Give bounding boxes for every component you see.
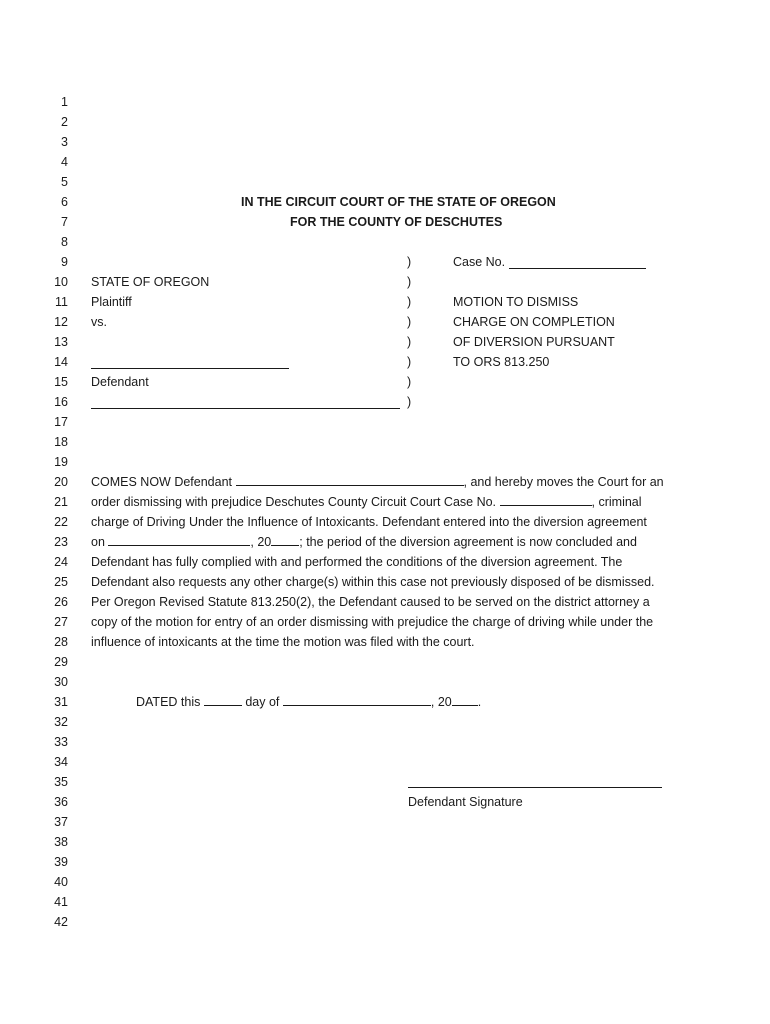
body-line-20 [0, 472, 770, 492]
caption-paren: ) [407, 255, 412, 269]
signature-line[interactable] [408, 787, 662, 788]
line-number-row [0, 812, 770, 832]
line-number: 36 [54, 795, 68, 809]
year-prefix-text: , 20 [250, 535, 272, 549]
line-number: 32 [54, 715, 68, 729]
day-blank[interactable] [204, 692, 242, 706]
line-number-row [0, 112, 770, 132]
period-concluded-text: ; the period of the diversion agreement is now concluded and [299, 535, 637, 549]
line-number: 35 [54, 775, 68, 789]
on-text: on [91, 535, 105, 549]
line-number: 37 [54, 815, 68, 829]
line-number: 16 [54, 395, 68, 409]
case-number-field[interactable] [509, 255, 646, 269]
body-line-22 [0, 512, 770, 532]
versus-label: vs. [91, 315, 107, 329]
line-number-row [0, 172, 770, 192]
line-number: 39 [54, 855, 68, 869]
dated-this-text: DATED this [136, 695, 201, 709]
defendant-name-field[interactable] [91, 355, 289, 369]
caption-row-13 [0, 332, 770, 352]
line-number-row [0, 872, 770, 892]
defendant-name-blank[interactable] [236, 472, 464, 486]
line-number-row [0, 452, 770, 472]
line-number: 27 [54, 615, 68, 629]
caption-row-12 [0, 312, 770, 332]
line-number-row [0, 832, 770, 852]
line-number: 8 [61, 235, 68, 249]
line-number: 28 [54, 635, 68, 649]
line-number-row [0, 772, 770, 792]
agreement-date-blank[interactable] [108, 532, 250, 546]
caption-paren: ) [407, 315, 412, 329]
line-number: 14 [54, 355, 68, 369]
line-number: 20 [54, 475, 68, 489]
line-number: 29 [54, 655, 68, 669]
body-line-26 [0, 592, 770, 612]
comes-now-text: COMES NOW Defendant [91, 475, 233, 489]
caption-row-16 [0, 392, 770, 412]
complied-text: Defendant has fully complied with and performed the conditions of the diversion agreement. The [91, 555, 623, 569]
line-number: 5 [61, 175, 68, 189]
line-number-row [0, 852, 770, 872]
line-number: 41 [54, 895, 68, 909]
line-number: 12 [54, 315, 68, 329]
dated-line-31 [0, 692, 770, 712]
line-number: 34 [54, 755, 68, 769]
year-blank[interactable] [452, 692, 478, 706]
county-title: FOR THE COUNTY OF DESCHUTES [290, 215, 503, 229]
signature-label: Defendant Signature [408, 795, 523, 809]
body-line-27 [0, 612, 770, 632]
motion-title-line-2: CHARGE ON COMPLETION [453, 315, 615, 329]
caption-paren: ) [407, 275, 412, 289]
moves-court-text: , and hereby moves the Court for an [463, 475, 664, 489]
line-number: 15 [54, 375, 68, 389]
line-number: 7 [61, 215, 68, 229]
line-number: 38 [54, 835, 68, 849]
charge-text: charge of Driving Under the Influence of Intoxicants. Defendant entered into the diversion agreement [91, 515, 647, 529]
line-number: 24 [54, 555, 68, 569]
dated-period: . [477, 695, 482, 709]
caption-row-14 [0, 352, 770, 372]
line-number: 40 [54, 875, 68, 889]
line-number: 42 [54, 915, 68, 929]
case-number-blank[interactable] [500, 492, 592, 506]
line-number: 4 [61, 155, 68, 169]
caption-row-10 [0, 272, 770, 292]
body-line-25 [0, 572, 770, 592]
caption-paren: ) [407, 395, 412, 409]
line-number-row [0, 892, 770, 912]
heading-line-2-row [0, 212, 770, 232]
criminal-text: , criminal [591, 495, 642, 509]
line-number-row [0, 132, 770, 152]
line-number: 18 [54, 435, 68, 449]
line-number: 26 [54, 595, 68, 609]
caption-paren: ) [407, 355, 412, 369]
line-number: 17 [54, 415, 68, 429]
line-number: 10 [54, 275, 68, 289]
line-number-row [0, 232, 770, 252]
line-number-row [0, 912, 770, 932]
line-number-row [0, 92, 770, 112]
statute-text: Per Oregon Revised Statute 813.250(2), the Defendant caused to be served on the district attorney a [91, 595, 650, 609]
line-number: 11 [55, 295, 68, 309]
line-number: 31 [54, 695, 68, 709]
line-number-row [0, 752, 770, 772]
line-number: 33 [54, 735, 68, 749]
caption-row-11 [0, 292, 770, 312]
copy-motion-text: copy of the motion for entry of an order dismissing with prejudice the charge of driving while under the [91, 615, 654, 629]
line-number-row [0, 712, 770, 732]
motion-title-line-1: MOTION TO DISMISS [453, 295, 579, 309]
line-number-row [0, 732, 770, 752]
line-number-row [0, 412, 770, 432]
caption-bottom-rule [91, 395, 400, 409]
line-number: 13 [54, 335, 68, 349]
party-state: STATE OF OREGON [91, 275, 210, 289]
line-number-row [0, 432, 770, 452]
body-line-24 [0, 552, 770, 572]
line-number: 25 [54, 575, 68, 589]
line-number: 2 [61, 115, 68, 129]
order-dismissing-text: order dismissing with prejudice Deschutes County Circuit Court Case No. [91, 495, 497, 509]
signature-row-36 [0, 792, 770, 812]
line-number: 23 [54, 535, 68, 549]
case-number-label: Case No. [453, 255, 506, 269]
other-charges-text: Defendant also requests any other charge(s) within this case not previously disposed of be dismissed. [91, 575, 655, 589]
heading-line-1-row [0, 192, 770, 212]
line-number: 9 [61, 255, 68, 269]
body-line-28 [0, 632, 770, 652]
line-number: 22 [54, 515, 68, 529]
caption-paren: ) [407, 375, 412, 389]
day-of-text: day of [245, 695, 280, 709]
line-number: 30 [54, 675, 68, 689]
line-number: 19 [54, 455, 68, 469]
line-number-row [0, 672, 770, 692]
defendant-label: Defendant [91, 375, 149, 389]
caption-row-15 [0, 372, 770, 392]
party-plaintiff: Plaintiff [91, 295, 132, 309]
line-number-row [0, 152, 770, 172]
agreement-year-blank[interactable] [271, 532, 299, 546]
dated-year-prefix: , 20 [430, 695, 452, 709]
caption-paren: ) [407, 335, 412, 349]
body-line-21 [0, 492, 770, 512]
caption-row-9 [0, 252, 770, 272]
motion-title-line-4: TO ORS 813.250 [453, 355, 550, 369]
caption-paren: ) [407, 295, 412, 309]
line-number: 1 [61, 95, 68, 109]
line-number: 6 [61, 195, 68, 209]
line-number: 21 [54, 495, 68, 509]
line-number: 3 [61, 135, 68, 149]
line-number-row [0, 652, 770, 672]
influence-text: influence of intoxicants at the time the motion was filed with the court. [91, 635, 475, 649]
motion-title-line-3: OF DIVERSION PURSUANT [453, 335, 615, 349]
month-blank[interactable] [283, 692, 431, 706]
court-title: IN THE CIRCUIT COURT OF THE STATE OF OREGON [241, 195, 556, 209]
body-line-23 [0, 532, 770, 552]
